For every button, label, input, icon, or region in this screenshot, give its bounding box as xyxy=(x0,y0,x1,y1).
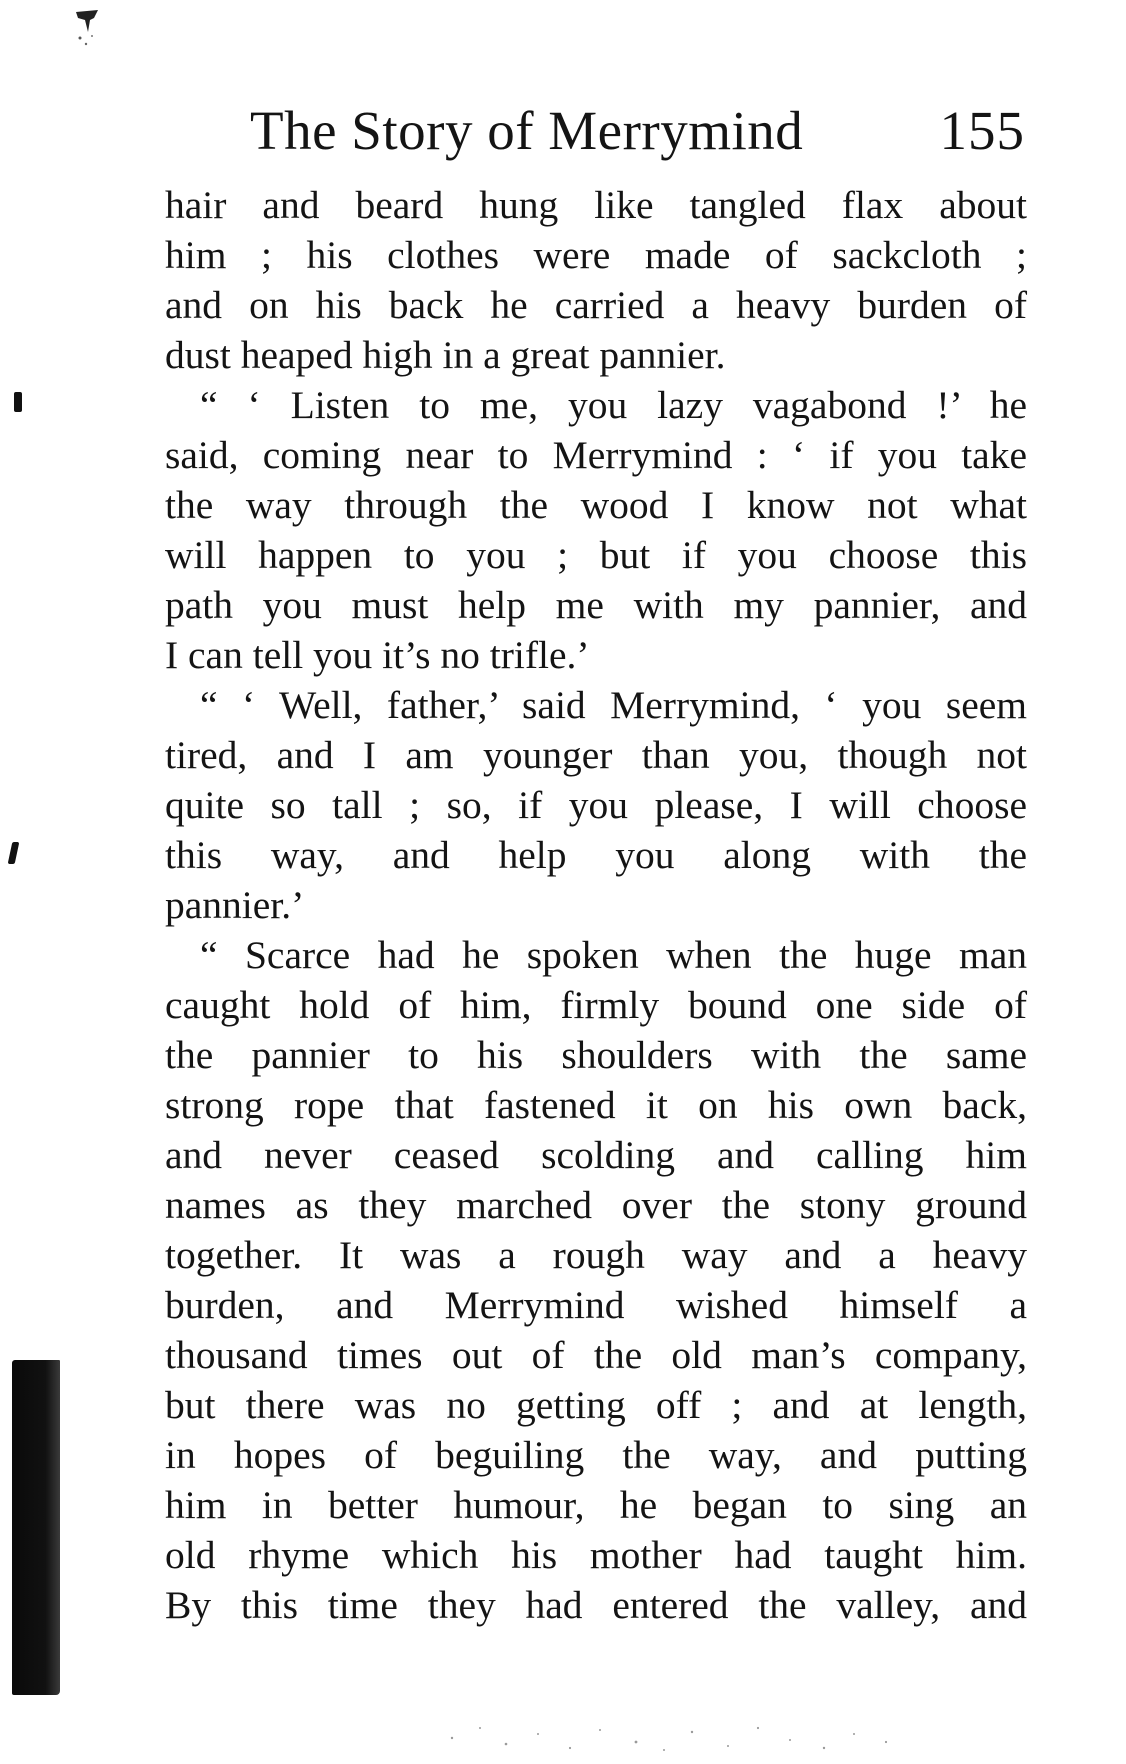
scan-blemish-icon xyxy=(70,8,104,52)
scan-noise-icon xyxy=(440,1720,920,1756)
text-line: but there was no getting off ; and at length, xyxy=(165,1383,1027,1427)
text-line: together. It was a rough way and a heavy xyxy=(165,1233,1027,1277)
text-line: said, coming near to Merrymind : ‘ if you take xyxy=(165,433,1027,477)
text-line: tired, and I am younger than you, though not xyxy=(165,733,1027,777)
text-line: names as they marched over the stony ground xyxy=(165,1183,1027,1227)
text-line: and on his back he carried a heavy burden of xyxy=(165,283,1027,327)
text-line: pannier.’ xyxy=(165,883,305,927)
margin-speck xyxy=(14,392,22,412)
running-head xyxy=(250,96,1025,166)
text-line: caught hold of him, firmly bound one side of xyxy=(165,983,1027,1027)
page-number: 155 xyxy=(939,100,1025,161)
text-line: the way through the wood I know not what xyxy=(165,483,1027,527)
text-line: old rhyme which his mother had taught him. xyxy=(165,1533,1027,1577)
margin-speck xyxy=(8,842,20,864)
scan-edge-shadow xyxy=(12,1360,60,1695)
paragraph-start-line: “ ‘ Listen to me, you lazy vagabond !’ he xyxy=(200,383,1027,427)
text-line: and never ceased scolding and calling him xyxy=(165,1133,1027,1177)
text-line: I can tell you it’s no trifle.’ xyxy=(165,633,590,677)
text-line: this way, and help you along with the xyxy=(165,833,1027,877)
text-line: dust heaped high in a great pannier. xyxy=(165,333,726,377)
text-line: will happen to you ; but if you choose this xyxy=(165,533,1027,577)
text-line: By this time they had entered the valley, and xyxy=(165,1583,1027,1627)
paragraph-start-line: “ ‘ Well, father,’ said Merrymind, ‘ you seem xyxy=(200,683,1027,727)
text-line: strong rope that fastened it on his own back, xyxy=(165,1083,1027,1127)
paragraph-start-line: “ Scarce had he spoken when the huge man xyxy=(200,933,1027,977)
text-line: the pannier to his shoulders with the same xyxy=(165,1033,1027,1077)
text-line: in hopes of beguiling the way, and putting xyxy=(165,1433,1027,1477)
body-text xyxy=(165,180,1027,1630)
text-line: him ; his clothes were made of sackcloth ; xyxy=(165,233,1027,277)
text-line: hair and beard hung like tangled flax about xyxy=(165,183,1027,227)
text-line: thousand times out of the old man’s company, xyxy=(165,1333,1027,1377)
text-line: burden, and Merrymind wished himself a xyxy=(165,1283,1027,1327)
text-line: path you must help me with my pannier, and xyxy=(165,583,1027,627)
running-title: The Story of Merrymind xyxy=(250,100,804,161)
text-line: him in better humour, he began to sing an xyxy=(165,1483,1027,1527)
text-line: quite so tall ; so, if you please, I will choose xyxy=(165,783,1027,827)
